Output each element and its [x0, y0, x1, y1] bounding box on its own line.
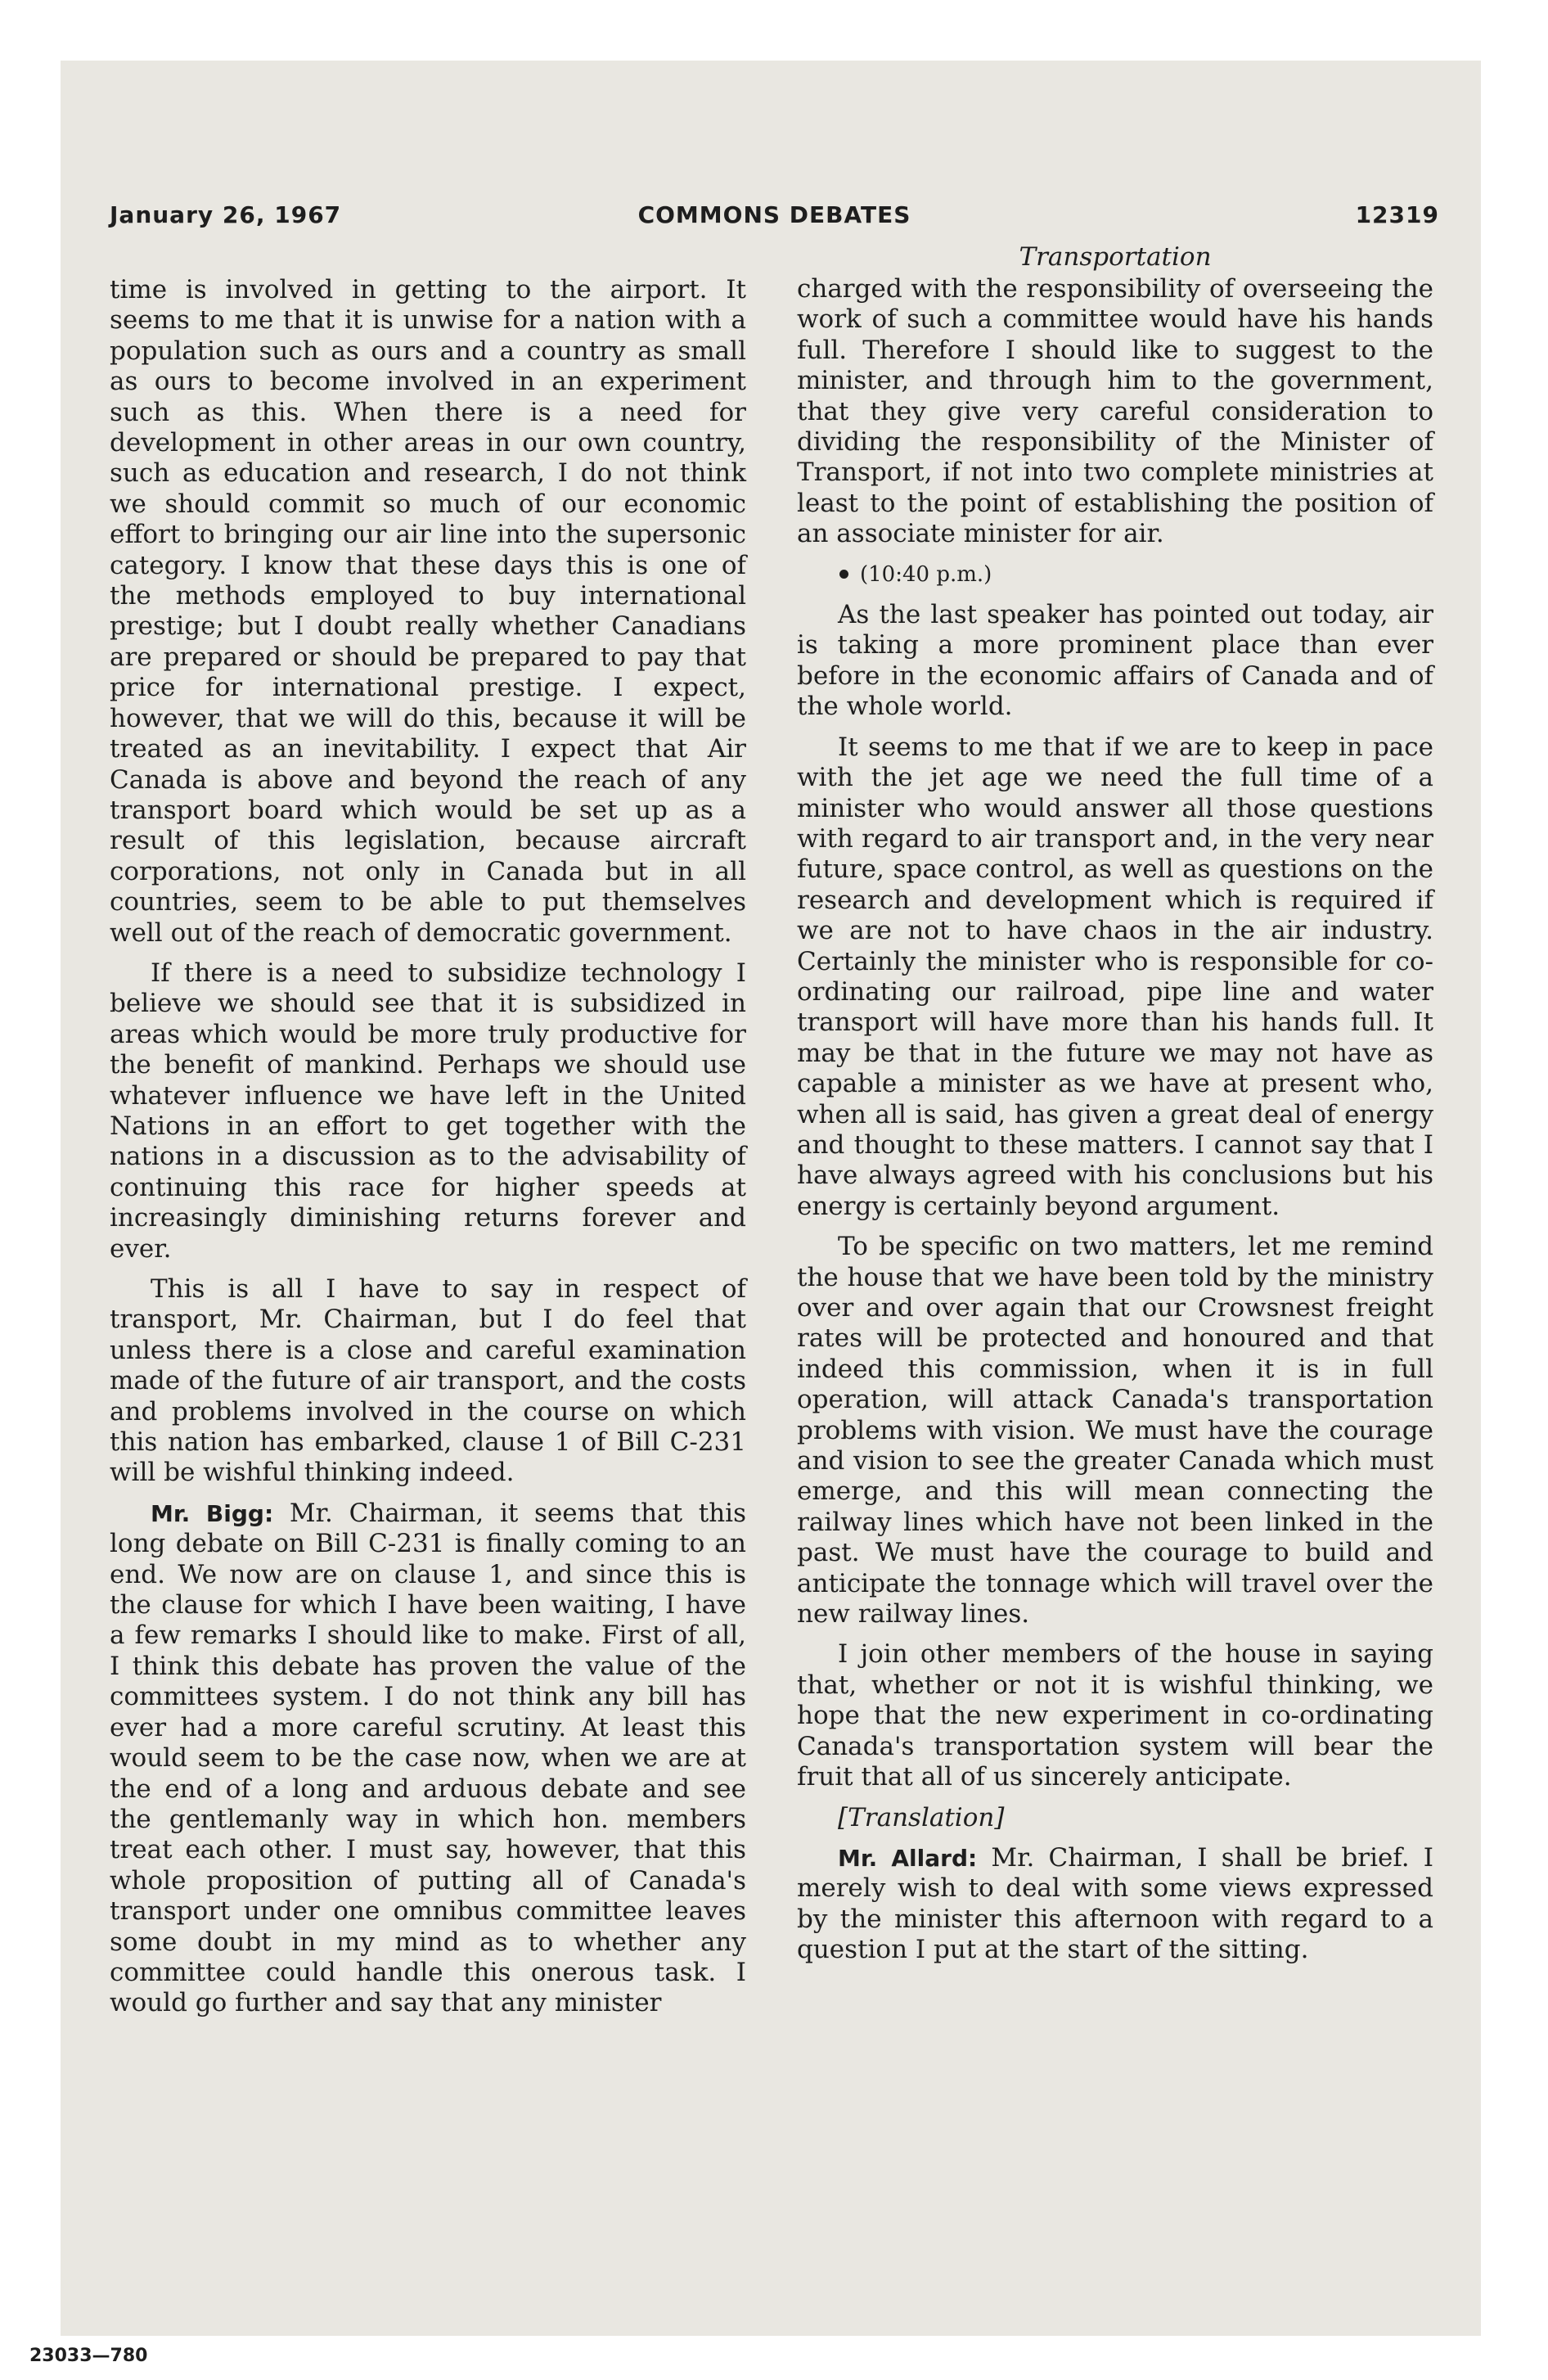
section-title: Transportation — [1019, 242, 1212, 272]
header-page-number: 12319 — [1355, 201, 1439, 228]
header-title: COMMONS DEBATES — [637, 201, 911, 228]
left-column — [110, 275, 746, 2029]
paragraph: If there is a need to subsidize technology I believe we should see that it is subsidized in areas which would be more truly productive for the benefit of mankind. Perhaps we should use whatever influence we have left in the United Nations in an effort to get together with the nations in a discussion as to the advisability of continuing this race for higher speeds at increasingly diminishing returns forever and ever. — [110, 958, 746, 1264]
paragraph: As the last speaker has pointed out today, air is taking a more prominent place than ever before in the economic affairs of Canada and of the whole world. — [797, 600, 1433, 722]
paragraph — [110, 1499, 746, 2019]
header-date: January 26, 1967 — [110, 201, 342, 228]
document-page — [110, 195, 1439, 2323]
paragraph: This is all I have to say in respect of transport, Mr. Chairman, but I do feel that unless there is a close and careful examination made of the future of air transport, and the costs and problems involved in the course on which this nation has embarked, clause 1 of Bill C-231 will be wishful thinking indeed. — [110, 1274, 746, 1488]
paragraph: It seems to me that if we are to keep in pace with the jet age we need the full time of a minister who would answer all those questions with regard to air transport and, in the very near future, space control, as well as questions on the research and development which is required if we are not to have chaos in the air industry. Certainly the minister who is responsible for co-ordinating our railroad, pipe line and water transport will have more than his hands full. It may be that in the future we may not have as capable a minister as we have at present who, when all is said, has given a great deal of energy and thought to these matters. I cannot say that I have always agreed with his conclusions but his energy is certainly beyond argument. — [797, 732, 1433, 1221]
speech-text: Mr. Chairman, it seems that this long debate on Bill C-231 is finally coming to an end. We now are on clause 1, and since this is the clause for which I have been waiting, I have a few remarks I should like to make. First of all, I think this debate has proven the value of the committees system. I do not think any bill has ever had a more careful scrutiny. At least this would seem to be the case now, when we are at the end of a long and arduous debate and see the gentlemanly way in which hon. members treat each other. I must say, however, that this whole proposition of putting all of Canada's transport under one omnibus committee leaves some doubt in my mind as to whether any committee could handle this onerous task. I would go further and say that any minister — [110, 1498, 746, 2018]
paragraph: time is involved in getting to the airport. It seems to me that it is unwise for a nation with a population such as ours and a country as small as ours to become involved in an experiment such as this. When there is a need for development in other areas in our own country, such as education and research, I do not think we should commit so much of our economic effort to bringing our air line into the supersonic category. I know that these days this is one of the methods employed to buy international prestige; but I doubt really whether Canadians are prepared or should be prepared to pay that price for international prestige. I expect, however, that we will do this, because it will be treated as an inevitability. I expect that Air Canada is above and beyond the reach of any transport board which would be set up as a result of this legislation, because aircraft corporations, not only in Canada but in all countries, seem to be able to put themselves well out of the reach of democratic government. — [110, 275, 746, 948]
paragraph: I join other members of the house in saying that, whether or not it is wishful thinking, we hope that the new experiment in co-ordinating Canada's transportation system will bear the fruit that all of us sincerely anticipate. — [797, 1639, 1433, 1792]
paragraph: charged with the responsibility of overseeing the work of such a committee would have his hands full. Therefore I should like to suggest to the minister, and through him to the government, that they give very careful consideration to dividing the responsibility of the Minister of Transport, if not into two complete ministries at least to the point of establishing the position of an associate minister for air. — [797, 274, 1433, 549]
speaker-name: Mr. Allard: — [838, 1844, 978, 1872]
paragraph — [797, 1843, 1433, 1966]
right-column — [797, 242, 1433, 1976]
page-footnote: 23033—780 — [29, 2346, 148, 2366]
time-stamp-text: (10:40 p.m.) — [860, 561, 992, 587]
time-stamp — [797, 560, 1433, 590]
translation-note: [Translation] — [838, 1802, 1005, 1832]
speech-text: Mr. Chairman, I shall be brief. I merely wish to deal with some views expressed by the minister this afternoon with regard to a question I put at the start of the sitting. — [797, 1842, 1433, 1965]
bullet-icon — [839, 570, 848, 579]
page-header — [110, 201, 1439, 242]
paragraph: To be specific on two matters, let me remind the house that we have been told by the ministry over and over again that our Crowsnest freight rates will be protected and honoured and that indeed this commission, when it is in full operation, will attack Canada's transportation problems with vision. We must have the courage and vision to see the greater Canada which must emerge, and this will mean connecting the railway lines which have not been linked in the past. We must have the courage to build and anticipate the tonnage which will travel over the new railway lines. — [797, 1232, 1433, 1629]
speaker-name: Mr. Bigg: — [151, 1499, 274, 1527]
